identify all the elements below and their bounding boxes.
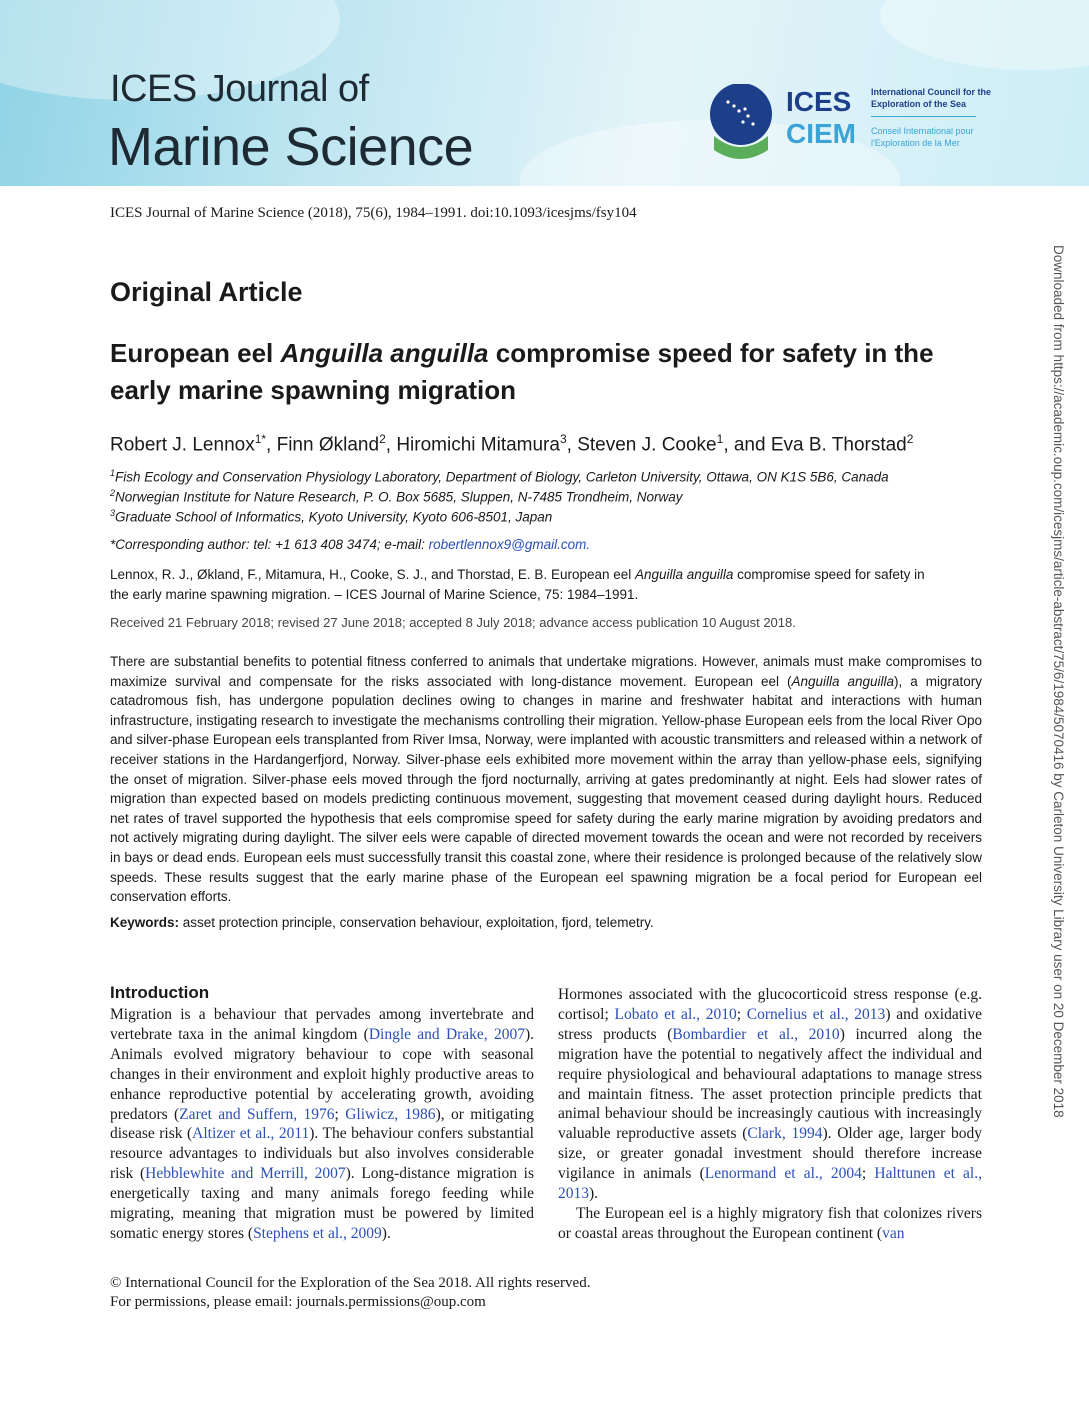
- body-text: ). The behaviour confers substantial resource advantages to individuals but also involves considerable risk (: [110, 1125, 534, 1183]
- body-column-left: [110, 1005, 534, 1244]
- how-to-cite: [110, 565, 930, 605]
- reference-link[interactable]: Bombardier et al., 2010: [672, 1025, 840, 1043]
- author-list: [110, 432, 913, 456]
- body-text: ). Long-distance migration is energetically taxing and many animals forego feeding while migrating, meaning that migration must be powered by limited somatic energy stores (: [110, 1165, 535, 1242]
- corresponding-label: *Corresponding author: tel: +1 613 408 3474; e-mail:: [110, 537, 429, 552]
- keywords-text: asset protection principle, conservation behaviour, exploitation, fjord, telemetry.: [179, 915, 654, 930]
- author-affil-mark: 1*: [254, 432, 267, 446]
- body-text: ). Animals evolved migratory behaviour to cope with seasonal changes in their environment and exploit highly productive areas to enhance reproductive potential by accelerating growth, avoiding predators (: [110, 1025, 535, 1123]
- reference-link[interactable]: Cornelius et al., 2013: [746, 1005, 886, 1023]
- logo-english-name: International Council for the Exploration of the Sea: [871, 87, 992, 109]
- logo-divider: [871, 116, 976, 117]
- author: Hiromichi Mitamura: [396, 434, 560, 456]
- reference-link[interactable]: Gliwicz, 1986: [345, 1105, 436, 1123]
- title-species: Anguilla anguilla: [280, 338, 489, 368]
- author-separator: ,: [566, 434, 578, 456]
- abstract-part: ), a migratory catadromous fish, has undergone population declines owing to changes in marine and freshwater habitat and interactions with human infrastructure, instigating research to investigate the mechanisms controlling their migration. Yellow-phase European eels from the local River Opo and silver-phase European eels transplanted from River Imsa, Norway, were implanted with acoustic transmitters and released within a network of receiver stations in the Hardangerfjord, Norway. Silver-phase eels exhibited more movement within the array than yellow-phase eels, signifying the onset of migration. Silver-phase eels moved through the fjord nocturnally, arriving at gates predominantly at night. Eels had slower rates of migration than expected based on models predicting continuous movement, suggesting that movement ceased during daylight hours. Reduced net rates of travel supported the hypothesis that eels compromise speed for safety during the early marine migration by avoiding predators and not actively migrating during daylight. The silver eels were capable of directed movement towards the ocean and were not recorded by receivers in bays or dead ends. European eels must successfully transit this coastal zone, where their residence is prolonged because of the relatively slow speeds. These results suggest that the early marine phase of the European eel spawning migration be a focal period for European eel conservation efforts.: [110, 673, 982, 905]
- affiliation: [110, 468, 889, 485]
- cite-part: Lennox, R. J., Økland, F., Mitamura, H., Cooke, S. J., and Thorstad, E. B. European eel: [110, 567, 636, 582]
- journal-banner: [0, 0, 1089, 186]
- author-separator: ,: [385, 434, 397, 456]
- abstract-species: Anguilla anguilla: [791, 673, 895, 689]
- reference-link[interactable]: Stephens et al., 2009: [253, 1224, 382, 1242]
- reference-link[interactable]: Dingle and Drake, 2007: [368, 1025, 525, 1043]
- body-text: ;: [861, 1165, 875, 1183]
- title-part: compromise speed for safety in the early marine spawning migration: [110, 338, 934, 405]
- title-part: European eel: [110, 338, 281, 368]
- reference-link[interactable]: Lenormand et al., 2004: [704, 1165, 862, 1183]
- received-dates: Received 21 February 2018; revised 27 June 2018; accepted 8 July 2018; advance access publication 10 August 2018.: [110, 615, 796, 630]
- body-text: ), or mitigating disease risk (: [110, 1105, 534, 1143]
- journal-name-line1: ICES Journal of: [110, 68, 369, 110]
- ices-logo: [708, 84, 992, 164]
- body-text: Hormones associated with the glucocorticoid stress response (e.g. cortisol;: [558, 986, 982, 1023]
- download-watermark: Downloaded from https://academic.oup.com/icesjms/article-abstract/75/6/1984/5070416 by Carleton University Library user on 20 December 2018: [1051, 245, 1066, 1118]
- logo-french-name: Conseil International pour l'Exploration de la Mer: [871, 126, 974, 148]
- paragraph: [558, 985, 982, 1204]
- affiliation-number: 3: [110, 508, 116, 518]
- article-title: [110, 335, 990, 409]
- body-text: ). Older age, larger body size, or greater gonadal investment should therefore increase vigilance in animals (: [558, 1125, 983, 1183]
- author: Steven J. Cooke: [577, 434, 717, 456]
- author-affil-mark: 1: [716, 432, 724, 446]
- journal-name-line2: Marine Science: [108, 117, 474, 177]
- water-texture: [880, 0, 1089, 70]
- affiliation: [110, 488, 683, 505]
- copyright-notice: © International Council for the Exploration of the Sea 2018. All rights reserved.: [110, 1275, 591, 1291]
- paragraph: [558, 1204, 982, 1244]
- reference-link[interactable]: Altizer et al., 2011: [192, 1125, 310, 1143]
- affiliation-text: Fish Ecology and Conservation Physiology Laboratory, Department of Biology, Carleton University, Ottawa, ON K1S 5B6, Canada: [115, 469, 889, 485]
- author-separator: , and: [723, 434, 771, 456]
- copyright-footer: [110, 1274, 590, 1312]
- cite-species: Anguilla anguilla: [635, 567, 734, 582]
- keywords: [110, 915, 654, 930]
- author: Eva B. Thorstad: [770, 434, 907, 456]
- body-text: ).: [381, 1224, 391, 1242]
- journal-citation-line: ICES Journal of Marine Science (2018), 75(6), 1984–1991. doi:10.1093/icesjms/fsy104: [110, 205, 637, 221]
- cite-part: compromise speed for safety in the early marine spawning migration. – ICES Journal of Marine Science, 75: 1984–1991.: [110, 567, 925, 602]
- author-email-link[interactable]: robertlennox9@gmail.com.: [428, 537, 591, 552]
- affiliation-number: 1: [110, 468, 116, 478]
- logo-ciem-text: CIEM: [786, 118, 856, 149]
- body-column-right: [558, 985, 982, 1244]
- reference-link[interactable]: van: [882, 1224, 905, 1242]
- keywords-label: Keywords:: [110, 915, 180, 930]
- ices-emblem-icon: [708, 84, 778, 164]
- author-affil-mark: 2: [379, 432, 386, 446]
- reference-link[interactable]: Clark, 1994: [747, 1125, 823, 1143]
- author: Robert J. Lennox: [110, 434, 255, 456]
- affiliation-text: Norwegian Institute for Nature Research, P. O. Box 5685, Sluppen, N-7485 Trondheim, Norway: [115, 489, 683, 505]
- permissions-notice: For permissions, please email: journals.permissions@oup.com: [110, 1294, 486, 1310]
- body-text: ;: [736, 1005, 747, 1023]
- author-separator: ,: [266, 434, 277, 456]
- body-text: ;: [334, 1105, 346, 1123]
- abstract-part: There are substantial benefits to potential fitness conferred to animals that undertake migrations. However, animals must make compromises to maximize survival and compensate for the risks associated with long-distance movement. European eel (: [110, 654, 982, 689]
- author-affil-mark: 3: [559, 432, 567, 446]
- body-text: ) incurred along the migration have the potential to negatively affect the individual and require physiological and behavioural adaptations to manage stress and maintain fitness. The asset protection principle predicts that animal behaviour should be increasingly cautious with increasingly valuable reproductive assets (: [558, 1025, 982, 1143]
- logo-ices-text: ICES: [786, 86, 852, 117]
- article-type: Original Article: [110, 277, 303, 307]
- section-heading-introduction: Introduction: [110, 983, 210, 1002]
- affiliation-number: 2: [110, 488, 116, 498]
- reference-link[interactable]: Halttunen et al., 2013: [558, 1165, 982, 1203]
- body-text: ) and oxidative stress products (: [558, 1005, 982, 1043]
- body-text: ).: [589, 1185, 599, 1203]
- author-affil-mark: 2: [906, 432, 914, 446]
- corresponding-author: [110, 537, 590, 552]
- affiliation: [110, 508, 552, 525]
- body-text: Migration is a behaviour that pervades among invertebrate and vertebrate taxa in the animal kingdom (: [110, 1006, 534, 1043]
- abstract: [110, 652, 982, 907]
- affiliation-text: Graduate School of Informatics, Kyoto University, Kyoto 606-8501, Japan: [115, 509, 553, 525]
- reference-link[interactable]: Zaret and Suffern, 1976: [179, 1105, 335, 1123]
- reference-link[interactable]: Lobato et al., 2010: [614, 1005, 737, 1023]
- body-text: The European eel is a highly migratory fish that colonizes rivers or coastal areas throughout the European continent (: [558, 1204, 982, 1242]
- author: Finn Økland: [276, 434, 380, 456]
- reference-link[interactable]: Hebblewhite and Merrill, 2007: [145, 1165, 346, 1183]
